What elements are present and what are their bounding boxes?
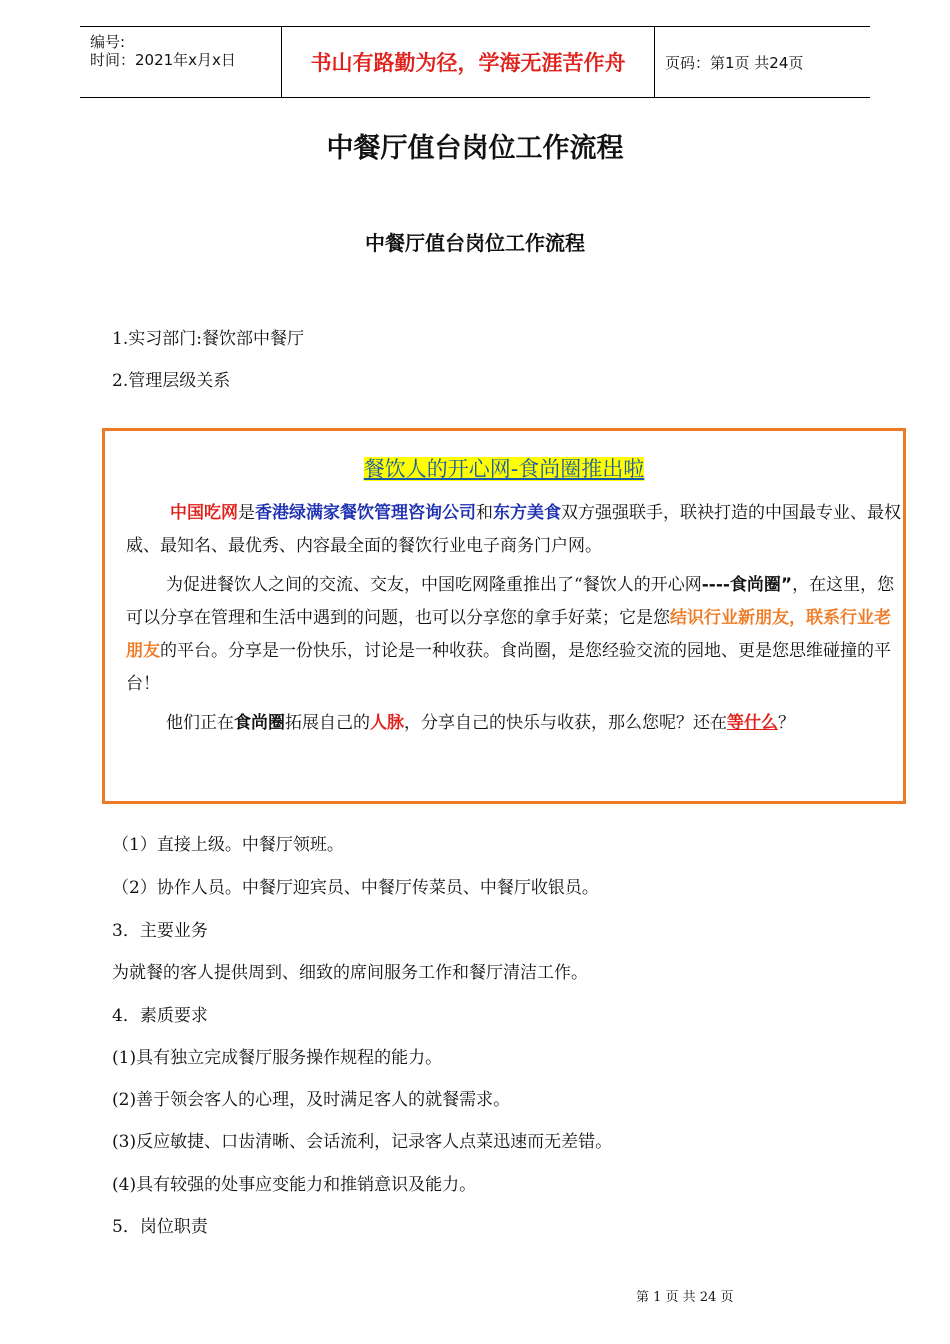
- section-line: 1.实习部门:餐饮部中餐厅: [112, 329, 304, 349]
- brand-name: 中国吃网: [170, 503, 238, 523]
- section-line: 2.管理层级关系: [112, 371, 231, 391]
- number-label: 编号:: [90, 33, 126, 51]
- partner-name: 东方美食: [493, 503, 561, 523]
- promo-title: [105, 453, 903, 483]
- company-name: 香港绿满家餐饮管理咨询公司: [255, 503, 476, 523]
- promo-text: [126, 497, 906, 746]
- body-line: （1）直接上级。中餐厅领班。: [112, 835, 344, 855]
- header-divider: [654, 27, 655, 97]
- text-run: 他们正在: [166, 713, 234, 733]
- section-heading: 5．岗位职责: [112, 1217, 208, 1237]
- promo-box: [102, 428, 906, 804]
- highlight-text: 人脉: [370, 713, 404, 733]
- highlight-text: 结识行业新朋友，联系行业老朋友: [126, 608, 891, 661]
- text-run: 双方强强联手，联袂打造的中国最专业、最权威、最知名、最优秀、内容最全面的餐饮行业电子商务门户网。: [126, 503, 901, 556]
- text-run: 食尚圈: [234, 713, 285, 733]
- body-line: （2）协作人员。中餐厅迎宾员、中餐厅传菜员、中餐厅收银员。: [112, 878, 599, 898]
- document-title: 中餐厅值台岗位工作流程: [326, 133, 624, 164]
- header-meta: [80, 27, 280, 97]
- header-motto: 书山有路勤为径，学海无涯苦作舟: [310, 51, 626, 75]
- promo-title-link[interactable]: 餐饮人的开心网-食尚圈推出啦: [363, 457, 645, 481]
- page-header: [80, 26, 870, 98]
- body-line: (4)具有较强的处事应变能力和推销意识及能力。: [112, 1175, 477, 1195]
- body-line: 为就餐的客人提供周到、细致的席间服务工作和餐厅清洁工作。: [112, 963, 588, 983]
- section-heading: 3．主要业务: [112, 921, 208, 941]
- page-footer: 第 1 页 共 24 页: [636, 1290, 734, 1305]
- document-subtitle: 中餐厅值台岗位工作流程: [365, 231, 585, 255]
- promo-paragraph: [126, 569, 906, 701]
- call-to-action-link[interactable]: 等什么: [727, 713, 778, 733]
- text-run: 拓展自己的: [285, 713, 370, 733]
- text-run: ，在这里，您可以分享在管理和生活中遇到的问题，也可以分享您的拿手好菜；它是您: [126, 575, 895, 628]
- header-page-info: 页码：第1页 共24页: [665, 53, 804, 72]
- text-run: 和: [476, 503, 493, 523]
- promo-paragraph: [126, 497, 906, 563]
- body-line: (1)具有独立完成餐厅服务操作规程的能力。: [112, 1048, 443, 1068]
- promo-paragraph: [126, 707, 906, 740]
- text-run: ，分享自己的快乐与收获，那么您呢？还在: [404, 713, 727, 733]
- text-run: ？: [778, 713, 795, 733]
- text-run: ----食尚圈”: [701, 575, 793, 595]
- body-line: (3)反应敏捷、口齿清晰、会话流利，记录客人点菜迅速而无差错。: [112, 1132, 613, 1152]
- text-run: 为促进餐饮人之间的交流、交友，中国吃网隆重推出了“餐饮人的开心网: [166, 575, 702, 595]
- section-heading: 4．素质要求: [112, 1006, 208, 1026]
- text-run: 的平台。分享是一份快乐，讨论是一种收获。食尚圈，是您经验交流的园地、更是您思维碰撞的平台！: [126, 641, 891, 694]
- body-line: (2)善于领会客人的心理，及时满足客人的就餐需求。: [112, 1090, 511, 1110]
- time-label: 时间：2021年x月x日: [90, 51, 236, 69]
- text-run: 是: [238, 503, 255, 523]
